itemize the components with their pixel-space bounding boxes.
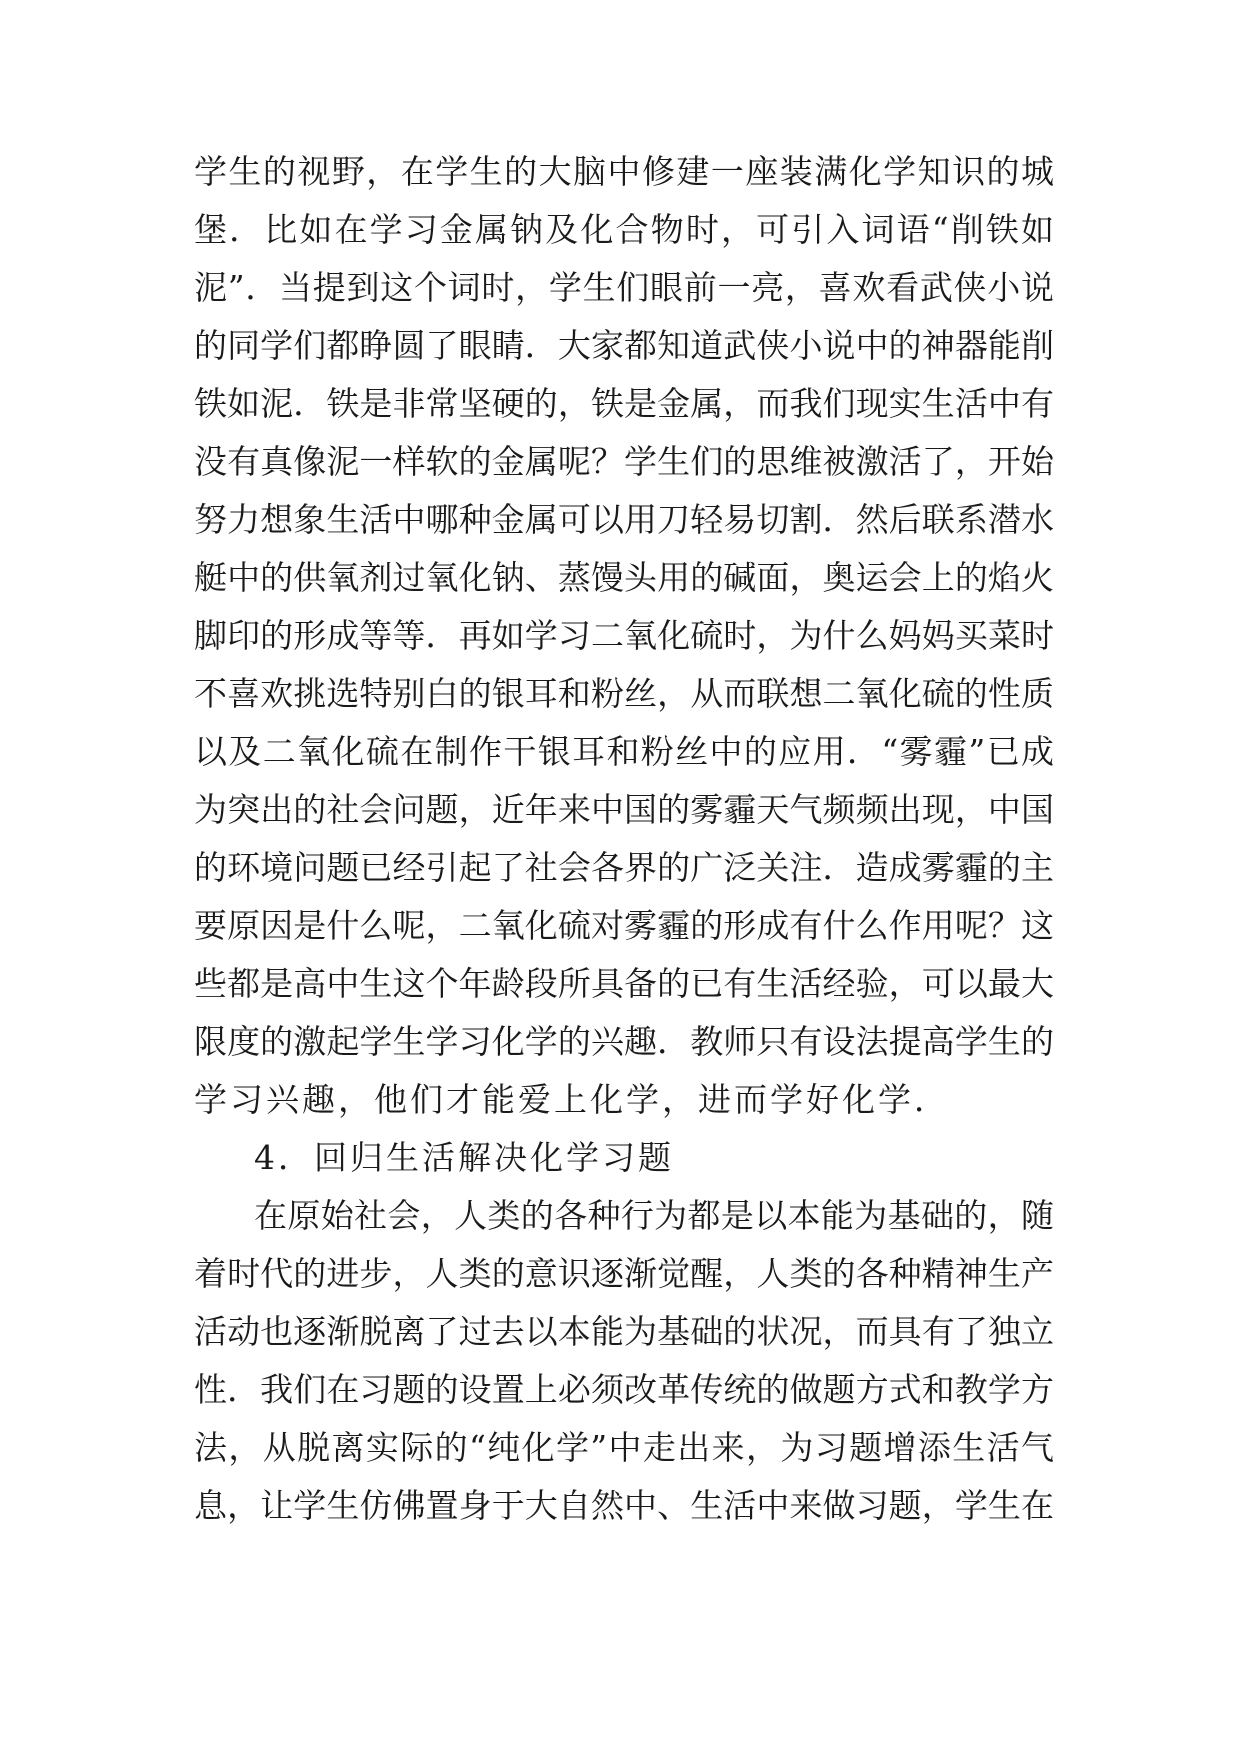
text-line: 在原始社会，人类的各种行为都是以本能为基础的，随 [254, 1196, 1054, 1235]
text-line: 没有真像泥一样软的金属呢？学生们的思维被激活了，开始 [194, 442, 1054, 481]
text-line: 息，让学生仿佛置身于大自然中、生活中来做习题，学生在 [194, 1486, 1054, 1525]
section-heading: 4．回归生活解决化学习题 [254, 1138, 674, 1177]
text-line: 学习兴趣，他们才能爱上化学，进而学好化学． [194, 1080, 950, 1119]
text-line: 铁如泥．铁是非常坚硬的，铁是金属，而我们现实生活中有 [194, 384, 1054, 423]
text-line: 些都是高中生这个年龄段所具备的已有生活经验，可以最大 [194, 964, 1054, 1003]
text-line: 脚印的形成等等．再如学习二氧化硫时，为什么妈妈买菜时 [194, 616, 1054, 655]
text-line: 法，从脱离实际的“纯化学”中走出来，为习题增添生活气 [194, 1428, 1054, 1467]
text-line: 性．我们在习题的设置上必须改革传统的做题方式和教学方 [194, 1370, 1054, 1409]
text-line: 艇中的供氧剂过氧化钠、蒸馒头用的碱面，奥运会上的焰火 [194, 558, 1054, 597]
text-line: 不喜欢挑选特别白的银耳和粉丝，从而联想二氧化硫的性质 [194, 674, 1054, 713]
text-line: 的同学们都睁圆了眼睛．大家都知道武侠小说中的神器能削 [194, 326, 1054, 365]
text-line: 限度的激起学生学习化学的兴趣．教师只有设法提高学生的 [194, 1022, 1054, 1061]
text-line: 着时代的进步，人类的意识逐渐觉醒，人类的各种精神生产 [194, 1254, 1054, 1293]
text-line: 要原因是什么呢，二氧化硫对雾霾的形成有什么作用呢？这 [194, 906, 1054, 945]
text-line: 为突出的社会问题，近年来中国的雾霾天气频频出现，中国 [194, 790, 1054, 829]
text-line: 的环境问题已经引起了社会各界的广泛关注．造成雾霾的主 [194, 848, 1054, 887]
text-line: 学生的视野，在学生的大脑中修建一座装满化学知识的城 [194, 152, 1054, 191]
text-line: 泥”．当提到这个词时，学生们眼前一亮，喜欢看武侠小说 [194, 268, 1054, 307]
text-line: 努力想象生活中哪种金属可以用刀轻易切割．然后联系潜水 [194, 500, 1054, 539]
text-line: 以及二氧化硫在制作干银耳和粉丝中的应用．“雾霾”已成 [194, 732, 1054, 771]
text-line: 活动也逐渐脱离了过去以本能为基础的状况，而具有了独立 [194, 1312, 1054, 1351]
text-line: 堡．比如在学习金属钠及化合物时，可引入词语“削铁如 [194, 210, 1054, 249]
